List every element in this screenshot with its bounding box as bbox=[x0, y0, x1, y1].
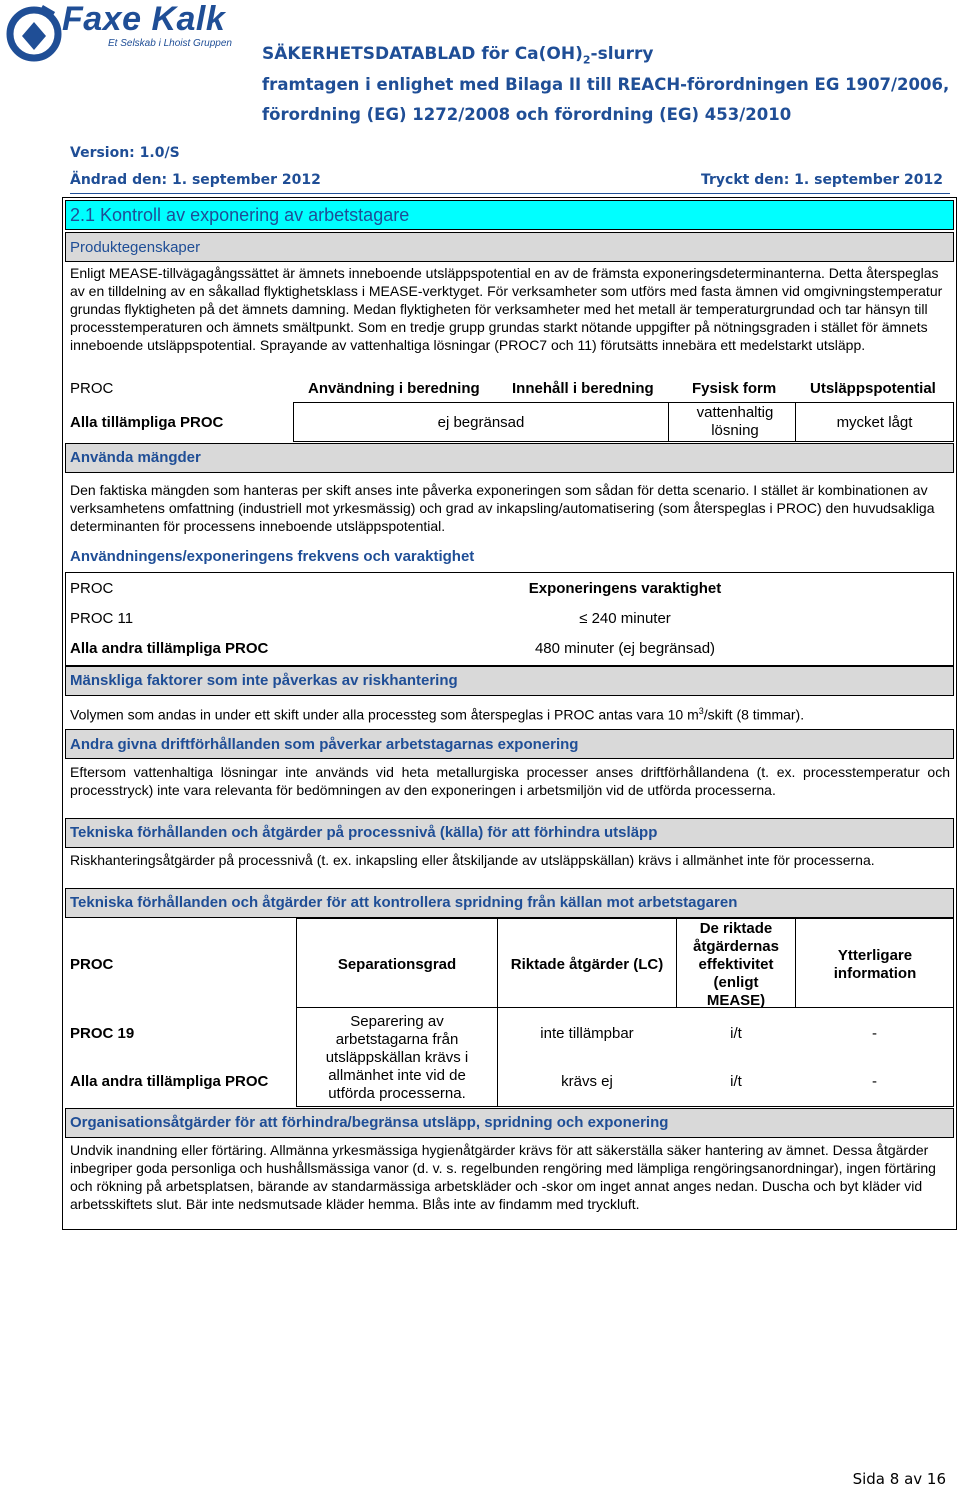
changed-date: Ändrad den: 1. september 2012 bbox=[70, 172, 321, 188]
produkt-text: Enligt MEASE-tillvägagångssättet är ämnets inneboende utsläppspotential en av de främsta exponeringsdeterminanterna. Detta återspeglas av en tilldelning av en såkallad flyktighetsklass i MEASE-verktyget. För verksamheter som utförs med fasta ämnen vid omgivningstemperatur grundas flyktigheten på det ämnets damning. Medan flyktigheten för verksamheter med het metall är temperaturgrundad och tar hänsyn till processtemperaturen och ämnets smältpunkt. Som en tredje grupp grundas starkt nötande uppgifter på nötningsgraden i stället för ämnets inneboende utsläppspotential. Sprayande av vattenhaltiga lösningar (PROC7 och 11) förutsätts innebära ett medelstarkt utsläpp. bbox=[70, 265, 943, 353]
produkt-heading: Produktegenskaper bbox=[70, 239, 201, 256]
frekvens-col-duration: Exponeringens varaktighet bbox=[528, 580, 722, 597]
drift-heading: Andra givna driftförhållanden som påverkar arbetstagarnas exponering bbox=[70, 736, 579, 753]
t2-header-eff: De riktade åtgärdernas effektivitet (enligt MEASE) bbox=[693, 920, 779, 1009]
t2-row-1-info: - bbox=[872, 1025, 877, 1042]
document-title: SÄKERHETSDATABLAD för $Ca(OH)_2$-slurry bbox=[262, 44, 654, 67]
frekvens-row-1-proc: PROC 11 bbox=[70, 610, 134, 627]
t2-row-2-info: - bbox=[872, 1073, 877, 1090]
frekvens-row-2-proc: Alla andra tillämpliga PROC bbox=[70, 640, 269, 657]
header-divider bbox=[70, 193, 950, 194]
logo-mark-icon bbox=[4, 2, 66, 64]
tekn1-heading: Tekniska förhållanden och åtgärder på processnivå (källa) för att förhindra utsläpp bbox=[70, 824, 658, 841]
t2-sep-text: Separering av arbetstagarna från utsläppskällan krävs i allmänhet inte vid de utförda processerna. bbox=[325, 1013, 469, 1102]
t1-header-anvandning: Användning i beredning bbox=[308, 380, 480, 397]
logo-subtitle: Et Selskab i Lhoist Gruppen bbox=[108, 38, 232, 49]
t2-row-1-eff: i/t bbox=[730, 1025, 742, 1042]
t1-header-utslapp: Utsläppspotential bbox=[810, 380, 936, 397]
frekvens-row-1-duration: ≤ 240 minuter bbox=[579, 610, 671, 627]
t1-row-potential: mycket lågt bbox=[836, 414, 913, 431]
org-text: Undvik inandning eller förtäring. Allmänna yrkesmässiga hygienåtgärder krävs för att säkerställa säker hantering av ämnet. Dessa åtgärder inbegriper goda personliga och hushållsmässiga vanor (d. v. s. regelbunden rengöring med lämpliga rengöringsanordningar), ingen förtäring och rökning på arbetsplatsen, bärande av standarmässiga arbetskläder och -skor om inget annat anges nedan. Duscha och byt kläder vid arbetsskiftets slut. Bär inte nedsmutsade kläder hemma. Blås inte av findamm med tryckluft. bbox=[70, 1142, 936, 1212]
t2-cell-body bbox=[497, 1007, 954, 1107]
t2-row-1-proc: PROC 19 bbox=[70, 1025, 135, 1042]
t2-row-2-proc: Alla andra tillämpliga PROC bbox=[70, 1073, 269, 1090]
mangder-heading: Använda mängder bbox=[70, 449, 201, 466]
mansk-text: Volymen som andas in under ett skift under alla processteg som återspeglas i PROC antas vara 10 $m^3$/skift (8 timmar). bbox=[70, 706, 805, 723]
mangder-text: Den faktiska mängden som hanteras per skift anses inte påverka exponeringen som sådan för detta scenario. I stället är kombinationen av verksamhetens omfattning (industriell mot yrkesmässig) och grad av inkapsling/automatisering (som återspeglas i PROC) den huvudsakliga determinanten för processens inneboende utsläppspotential. bbox=[70, 482, 935, 534]
t1-header-proc: PROC bbox=[70, 380, 114, 397]
section-title: 2.1 Kontroll av exponering av arbetstagare bbox=[70, 205, 410, 225]
printed-date: Tryckt den: 1. september 2012 bbox=[701, 172, 943, 188]
t1-header-innehall: Innehåll i beredning bbox=[512, 380, 654, 397]
logo-name: Faxe Kalk bbox=[62, 0, 226, 38]
t1-row-proc: Alla tillämpliga PROC bbox=[70, 414, 224, 431]
document-regulation-line-1: framtagen i enlighet med Bilaga II till REACH-förordningen EG 1907/2006, bbox=[262, 75, 950, 94]
t2-header-proc: PROC bbox=[70, 956, 114, 973]
version-label: Version: 1.0/S bbox=[70, 145, 180, 161]
frekvens-col-proc: PROC bbox=[70, 580, 114, 597]
drift-text: Eftersom vattenhaltiga lösningar inte används vid heta metallurgiska processer anses driftförhållandena (t. ex. processtemperatur och processtryck) inte vara relevanta för bedömningen av den exponeringen i arbetsmiljön vid de utförda processerna. bbox=[70, 764, 950, 798]
t2-row-1-lc: inte tillämpbar bbox=[540, 1025, 634, 1042]
t2-header-lc: Riktade åtgärder (LC) bbox=[510, 956, 664, 973]
page-number: Sida 8 av 16 bbox=[852, 1470, 946, 1488]
tekn2-heading: Tekniska förhållanden och åtgärder för att kontrollera spridning från källan mot arbetstagaren bbox=[70, 894, 738, 911]
t1-header-fysisk: Fysisk form bbox=[692, 380, 777, 397]
document-regulation-line-2: förordning (EG) 1272/2008 och förordning (EG) 453/2010 bbox=[262, 105, 792, 124]
t2-row-2-eff: i/t bbox=[730, 1073, 742, 1090]
org-heading: Organisationsåtgärder för att förhindra/begränsa utsläpp, spridning och exponering bbox=[70, 1114, 669, 1131]
frekvens-row-2-duration: 480 minuter (ej begränsad) bbox=[534, 640, 716, 657]
t1-row-form: vattenhaltig lösning bbox=[696, 404, 774, 439]
t1-row-anvandning: ej begränsad bbox=[437, 414, 525, 431]
frekvens-heading: Användningens/exponeringens frekvens och varaktighet bbox=[70, 548, 475, 565]
tekn1-text: Riskhanteringsåtgärder på processnivå (t. ex. inkapsling eller åtskiljande av utsläppskällan) krävs i allmänhet inte för processerna. bbox=[70, 852, 875, 868]
mansk-heading: Mänskliga faktorer som inte påverkas av riskhantering bbox=[70, 672, 458, 689]
t2-row-2-lc: krävs ej bbox=[561, 1073, 613, 1090]
t2-header-sep: Separationsgrad bbox=[337, 956, 457, 973]
t2-header-info: Ytterligare information bbox=[833, 947, 917, 982]
